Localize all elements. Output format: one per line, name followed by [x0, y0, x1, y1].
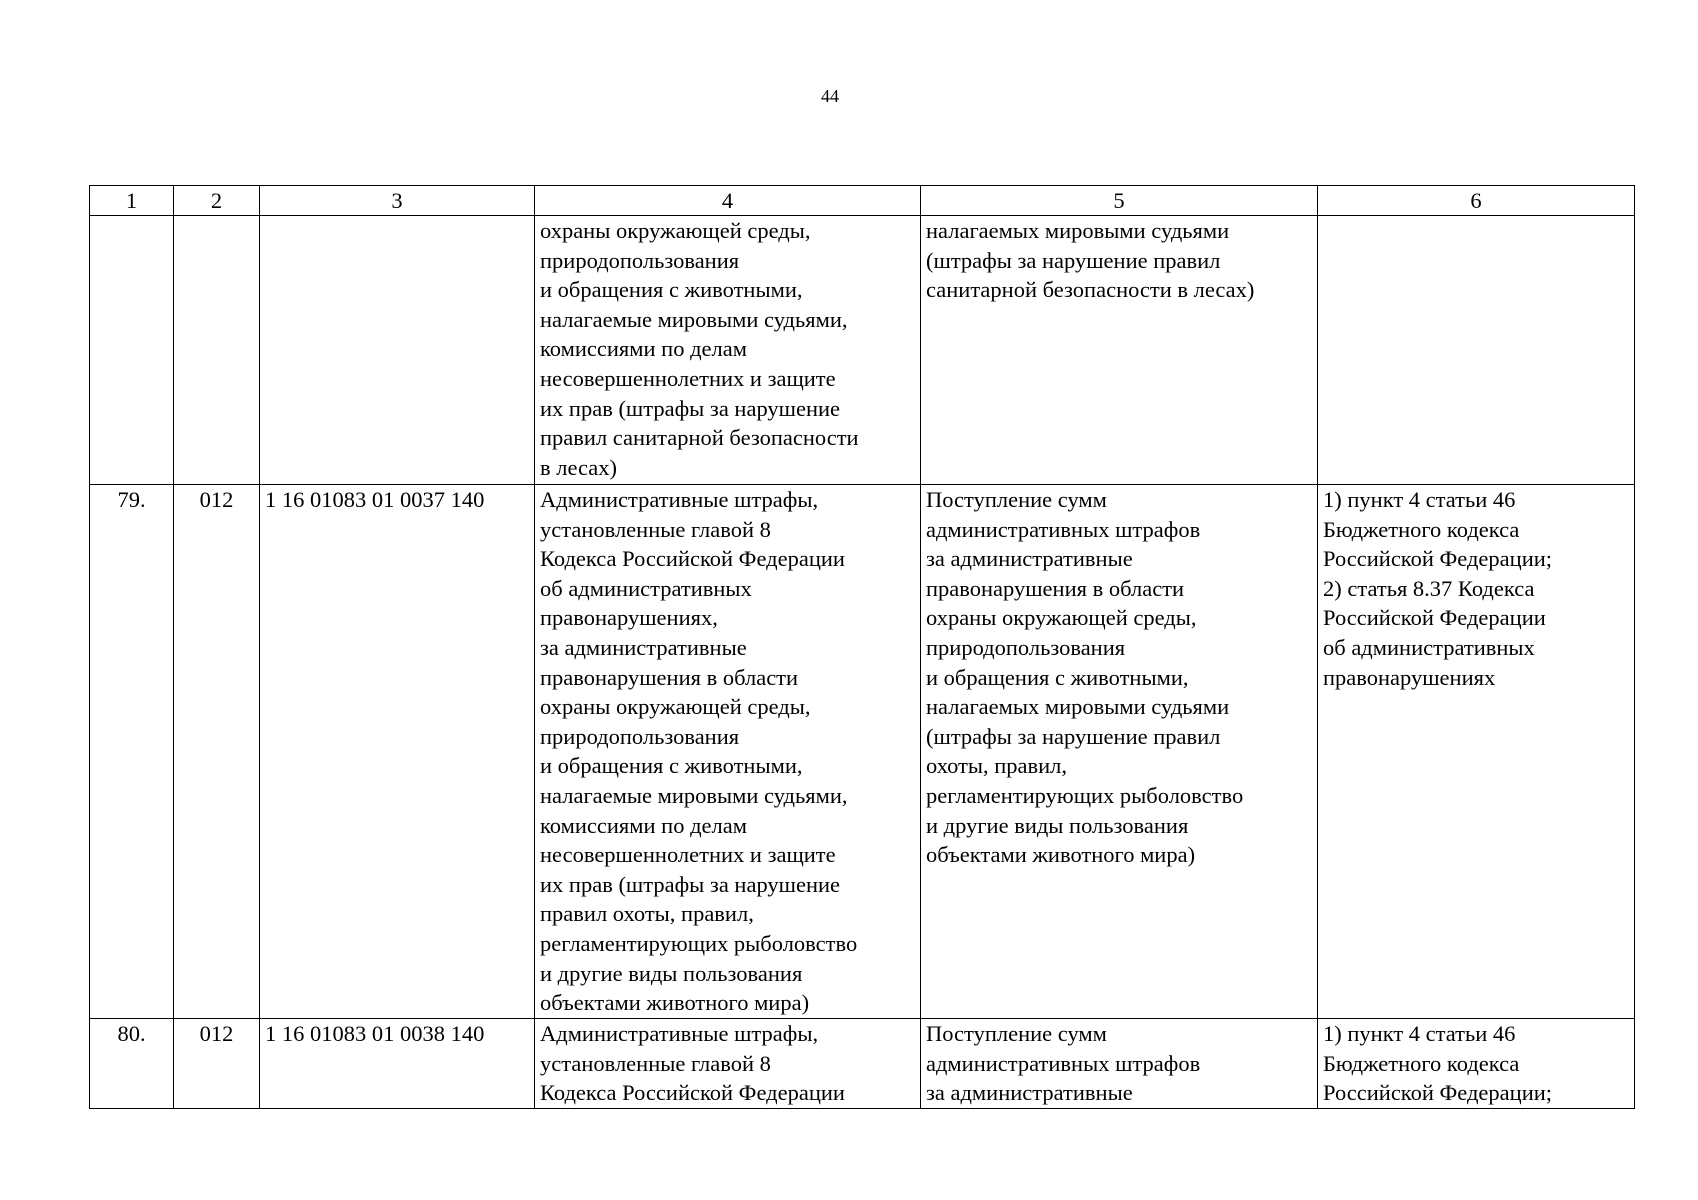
row-number-cell: 80. — [90, 1019, 174, 1109]
column-header: 2 — [174, 186, 260, 216]
kbk-code-cell — [260, 216, 535, 485]
revenue-description-cell: налагаемых мировыми судьями (штрафы за нарушение правил санитарной безопасности в лесах) — [921, 216, 1318, 485]
row-number-cell: 79. — [90, 485, 174, 1019]
column-header: 3 — [260, 186, 535, 216]
admin-code-cell — [174, 216, 260, 485]
legal-basis-cell: 1) пункт 4 статьи 46 Бюджетного кодекса Российской Федерации; 2) статья 8.37 Кодекса Российской Федерации об административных правонарушениях — [1318, 485, 1635, 1019]
revenue-description-cell: Поступление сумм административных штрафов за административные — [921, 1019, 1318, 1109]
table-row-continuation — [90, 216, 1635, 485]
revenue-classification-table — [89, 185, 1635, 1109]
revenue-name-cell: охраны окружающей среды, природопользования и обращения с животными, налагаемые мировыми судьями, комиссиями по делам несовершеннолетних и защите их прав (штрафы за нарушение правил санитарной безопасности в лесах) — [535, 216, 921, 485]
row-number-cell — [90, 216, 174, 485]
table-row — [90, 485, 1635, 1019]
kbk-code-cell: 1 16 01083 01 0038 140 — [260, 1019, 535, 1109]
revenue-name-cell: Административные штрафы, установленные главой 8 Кодекса Российской Федерации об административных правонарушениях, за административные правонарушения в области охраны окружающей среды, природопользования и обращения с животными, налагаемые мировыми судьями, комиссиями по делам несовершеннолетних и защите их прав (штрафы за нарушение правил охоты, правил, регламентирующих рыболовство и другие виды пользования объектами животного мира) — [535, 485, 921, 1019]
revenue-name-cell: Административные штрафы, установленные главой 8 Кодекса Российской Федерации — [535, 1019, 921, 1109]
column-header: 1 — [90, 186, 174, 216]
admin-code-cell: 012 — [174, 485, 260, 1019]
admin-code-cell: 012 — [174, 1019, 260, 1109]
table-header-row — [90, 186, 1635, 216]
column-header: 5 — [921, 186, 1318, 216]
legal-basis-cell: 1) пункт 4 статьи 46 Бюджетного кодекса Российской Федерации; — [1318, 1019, 1635, 1109]
kbk-code-cell: 1 16 01083 01 0037 140 — [260, 485, 535, 1019]
revenue-description-cell: Поступление сумм административных штрафов за административные правонарушения в области охраны окружающей среды, природопользования и обращения с животными, налагаемых мировыми судьями (штрафы за нарушение правил охоты, правил, регламентирующих рыболовство и другие виды пользования объектами животного мира) — [921, 485, 1318, 1019]
legal-basis-cell — [1318, 216, 1635, 485]
column-header: 6 — [1318, 186, 1635, 216]
column-header: 4 — [535, 186, 921, 216]
table-row — [90, 1019, 1635, 1109]
page-number: 44 — [821, 86, 839, 106]
